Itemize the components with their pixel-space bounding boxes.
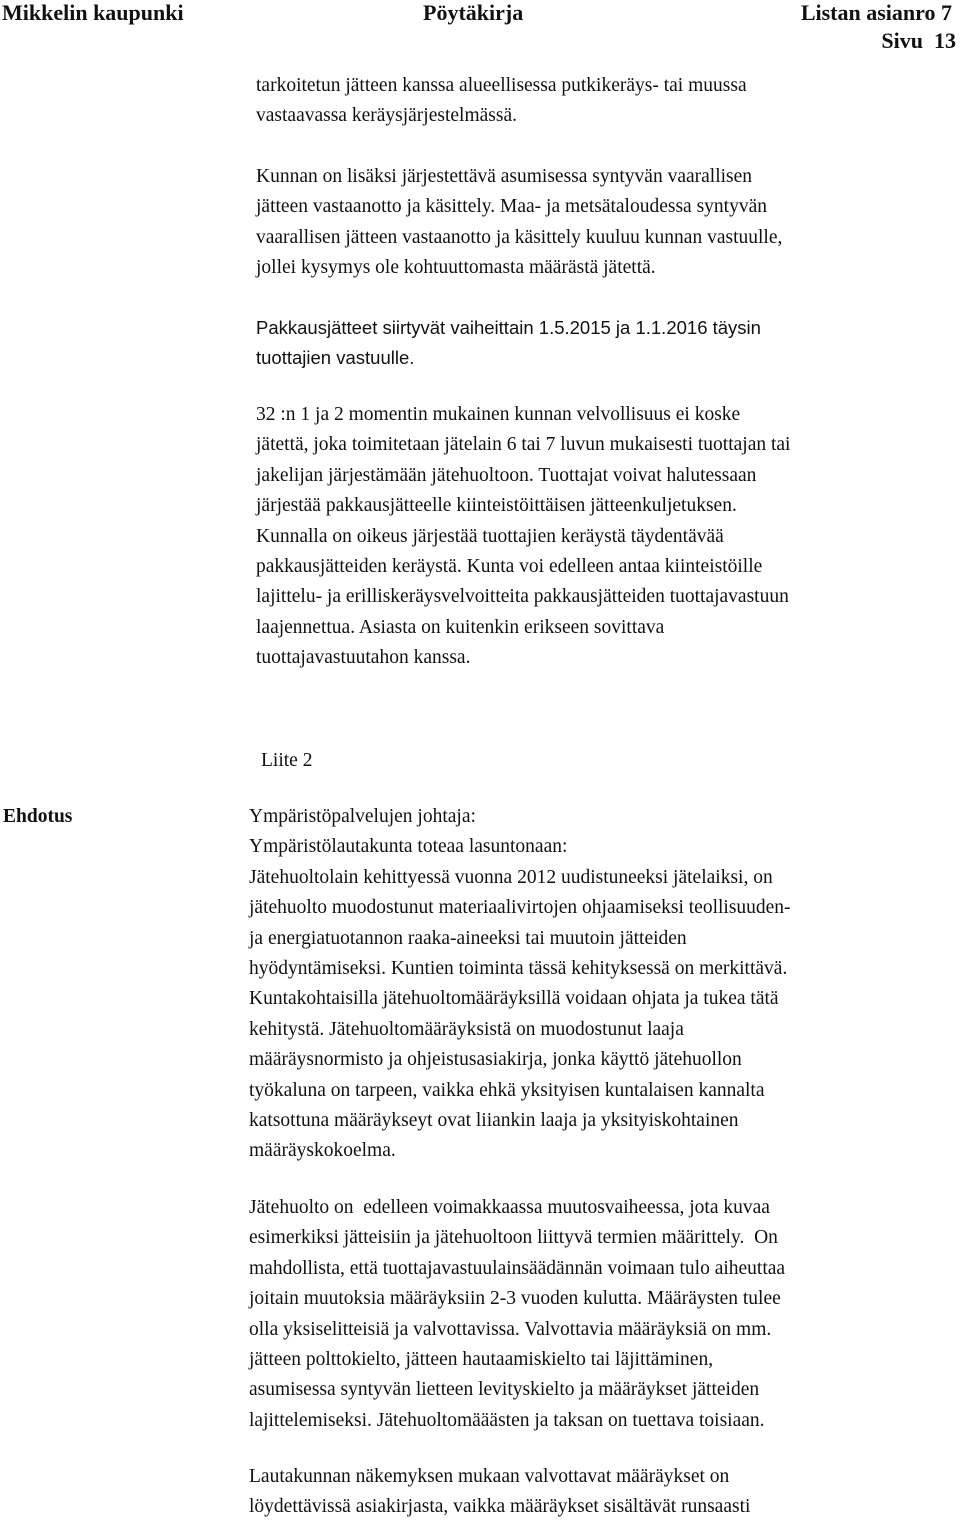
paragraph-collection-system: tarkoitetun jätteen kanssa alueellisessa putkikeräys- tai muussa vastaavassa keräysjärjestelmässä. xyxy=(256,75,747,127)
paragraph-packaging-waste: Pakkausjätteet siirtyvät vaiheittain 1.5.2015 ja 1.1.2016 täysin tuottajien vastuulle. xyxy=(256,317,761,369)
appendix-label: Liite 2 xyxy=(261,750,313,771)
header-page-number: Sivu 13 xyxy=(881,28,956,53)
paragraph-committee-view: Lautakunnan näkemyksen mukaan valvottavat määräykset on löydettävissä asiakirjasta, vaikka määräykset sisältävät runsaasti xyxy=(249,1466,751,1518)
header-organization: Mikkelin kaupunki xyxy=(2,0,184,25)
paragraph-hazardous-waste: Kunnan on lisäksi järjestettävä asumisessa syntyvän vaarallisen jätteen vastaanotto ja käsittely. Maa- ja metsätaloudessa syntyvän vaarallisen jätteen vastaanotto ja käsittely kuuluu kunnan vastuulle, jollei kysymys ole kohtuuttomasta määrästä jätettä. xyxy=(256,166,783,279)
paragraph-waste-management-change: Jätehuolto on edelleen voimakkaassa muutosvaiheessa, jota kuvaa esimerkiksi jätteisiin ja jätehuoltoon liittyvä termien määrittely. On mahdollista, että tuottajavastuulainsäädännän voimaan tulo aiheuttaa joitain muutoksia määräyksiin 2-3 vuoden kulutta. Määräysten tulee olla yksiselitteisiä ja valvottavissa. Valvottavia määräyksiä on mm. jätteen polttokielto, jätteen hautaamiskielto tai läjittäminen, asumisessa syntyvän lietteen levityskielto ja määräykset jätteiden lajittelemiseksi. Jätehuoltomääästen ja taksan on tuettava toisiaan. xyxy=(249,1197,786,1431)
paragraph-proposal-statement: Ympäristöpalvelujen johtaja: Ympäristölautakunta toteaa lasuntonaan: Jätehuoltolain kehittyessä vuonna 2012 uudistuneeksi jätelaiksi, on jätehuolto muodostunut materiaalivirtojen ohjaamiseksi teollisuuden- ja energiatuotannon raaka-aineeksi tai muutoin jätteiden hyödyntämiseksi. Kuntien toiminta tässä kehityksessä on merkittävä. Kuntakohtaisilla jätehuoltomääräyksillä voidaan ohjata ja tukea tätä kehitystä. Jätehuoltomääräyksistä on muodostunut laaja määräysnormisto ja ohjeistusasiakirja, jonka käyttö jätehuollon työkaluna on tarpeen, vaikka ehkä yksityisen kuntalaisen kannalta katsottuna määräykseyt ovat liiankin laaja ja yksityiskohtainen määräyskokoelma. xyxy=(249,806,791,1162)
proposal-label: Ehdotus xyxy=(3,806,73,827)
header-item-number: Listan asianro 7 xyxy=(800,0,952,25)
paragraph-municipal-obligation: 32 :n 1 ja 2 momentin mukainen kunnan velvollisuus ei koske jätettä, joka toimitetaan jätelain 6 tai 7 luvun mukaisesti tuottajan tai jakelijan järjestämään jätehuoltoon. Tuottajat voivat halutessaan järjestää pakkausjätteelle kiinteistöittäisen jätteenkuljetuksen. Kunnalla on oikeus järjestää tuottajien keräystä täydentävää pakkausjätteiden keräystä. Kunta voi edelleen antaa kiinteistöille lajittelu- ja erilliskeräysvelvoitteita pakkausjätteiden tuottajavastuun laajennettua. Asiasta on kuitenkin erikseen sovittava tuottajavastuutahon kanssa. xyxy=(256,404,791,669)
header-document-type: Pöytäkirja xyxy=(423,0,524,25)
